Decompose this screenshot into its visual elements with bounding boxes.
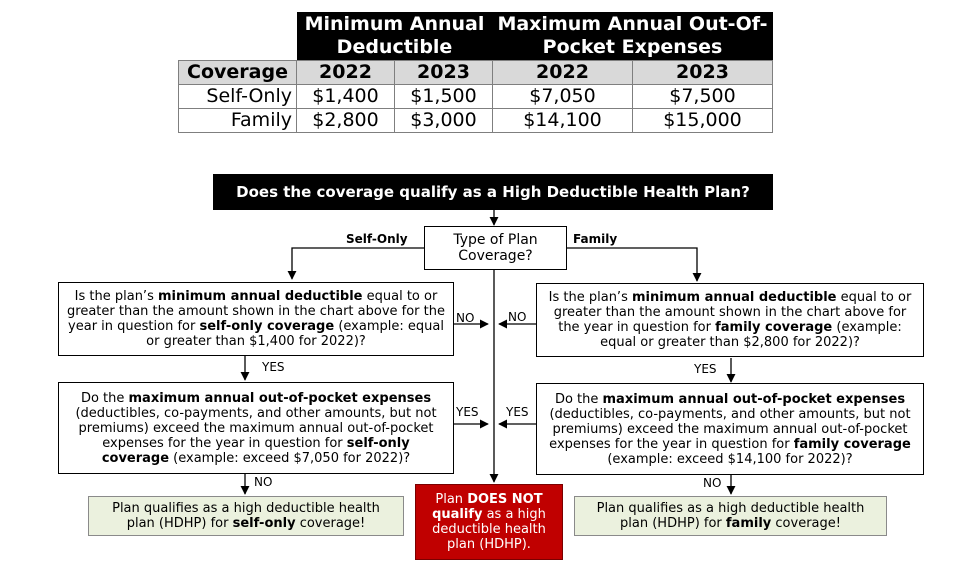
q-text: equal to or greater than the amount shown in the chart above for the year in question for [67, 289, 445, 334]
header-min-deductible: Minimum Annual Deductible [297, 12, 493, 60]
q-text: Do the [80, 390, 129, 406]
q-bold: maximum annual out-of-pocket expenses [602, 391, 906, 407]
family-q1-yes-label: YES [694, 362, 717, 376]
q-text: Do the [554, 391, 603, 407]
table-cell: $2,800 [297, 108, 395, 132]
does-not-qualify-result [415, 484, 563, 560]
q-bold: minimum annual deductible [631, 290, 837, 305]
family-branch-label: Family [573, 232, 618, 246]
plan-type-text: Type of Plan Coverage? [453, 232, 538, 264]
table-cell: $1,500 [395, 84, 493, 108]
q-text: (deductibles, co-payments, and other amounts, but not premiums) exceed the maximum annual out-of-pocket expenses for the year in question for [549, 406, 911, 452]
self-q2-yes-label: YES [456, 405, 479, 419]
q-text: (example: exceed $14,100 for 2022)? [607, 451, 853, 467]
self-only-qualifies-result [88, 496, 404, 536]
year-header: 2022 [297, 60, 395, 84]
q-bold: minimum annual deductible [157, 289, 363, 304]
q-bold: family coverage [715, 320, 833, 335]
self-q2-no-label: NO [254, 475, 273, 489]
self-only-deductible-question [58, 282, 454, 356]
q-bold: family coverage [793, 436, 911, 452]
year-header: 2023 [395, 60, 493, 84]
q-bold: self-only coverage [101, 435, 410, 466]
family-q2-yes-label: YES [506, 405, 529, 419]
row-label: Self-Only [179, 84, 297, 108]
self-q1-yes-label: YES [262, 360, 285, 374]
self-only-oop-question [58, 382, 454, 474]
year-header: 2023 [633, 60, 773, 84]
self-q1-no-label: NO [456, 311, 475, 325]
family-q2-no-label: NO [703, 476, 722, 490]
family-q1-no-label: NO [508, 310, 527, 324]
table-cell: $3,000 [395, 108, 493, 132]
table-cell: $14,100 [493, 108, 633, 132]
family-deductible-question [536, 283, 924, 357]
table-cell: $7,500 [633, 84, 773, 108]
main-question-banner [213, 174, 773, 210]
arrow-self-only-branch [292, 248, 425, 279]
result-text: coverage! [295, 516, 366, 531]
row-label: Family [179, 108, 297, 132]
result-bold: self-only [232, 516, 296, 531]
table-cell: $1,400 [297, 84, 395, 108]
plan-type-box [424, 226, 567, 270]
q-text: Is the plan’s [74, 289, 158, 304]
q-text: (example: exceed $7,050 for 2022)? [169, 450, 411, 466]
family-qualifies-result [574, 496, 887, 536]
header-max-oop: Maximum Annual Out-Of-Pocket Expenses [493, 12, 773, 60]
q-text: (deductibles, co-payments, and other amounts, but not premiums) exceed the maximum annual out-of-pocket expenses for the year in question for [75, 405, 437, 451]
result-text: Plan qualifies as a high deductible health plan (HDHP) for [112, 501, 380, 531]
q-text: Is the plan’s [548, 290, 632, 305]
coverage-header: Coverage [179, 60, 297, 84]
q-bold: self-only coverage [199, 319, 335, 334]
result-bold: DOES NOT qualify [432, 492, 543, 522]
q-text: (example: equal or greater than $1,400 for 2022)? [146, 319, 444, 349]
family-oop-question [536, 383, 924, 475]
table-cell: $15,000 [633, 108, 773, 132]
result-text: as a high deductible health plan (HDHP). [432, 507, 546, 552]
year-header: 2022 [493, 60, 633, 84]
result-text: Plan [435, 492, 468, 507]
q-bold: maximum annual out-of-pocket expenses [128, 390, 432, 406]
result-text: Plan qualifies as a high deductible health plan (HDHP) for [596, 501, 865, 531]
main-question-text: Does the coverage qualify as a High Deductible Health Plan? [236, 183, 750, 201]
self-only-branch-label: Self-Only [346, 232, 408, 246]
arrow-family-branch [566, 248, 697, 281]
q-text: equal to or greater than the amount shown in the chart above for the year in question for [553, 290, 912, 335]
table-cell: $7,050 [493, 84, 633, 108]
q-text: (example: equal or greater than $2,800 for 2022)? [600, 320, 902, 350]
result-bold: family [725, 516, 772, 531]
result-text: coverage! [771, 516, 841, 531]
